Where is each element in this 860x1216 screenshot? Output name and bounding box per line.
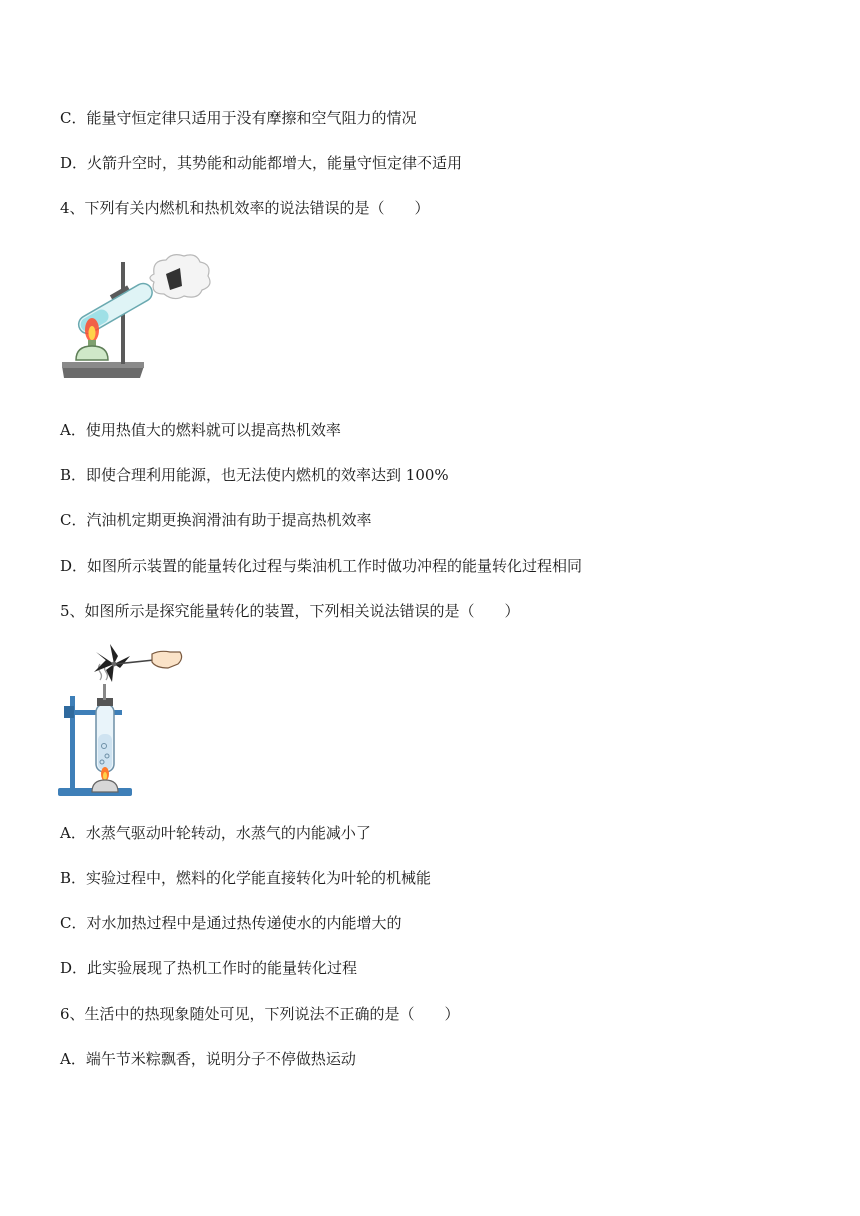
option-c-q4: C．汽油机定期更换润滑油有助于提高热机效率 — [60, 511, 372, 529]
option-d-q3: D．火箭升空时，其势能和动能都增大，能量守恒定律不适用 — [60, 154, 463, 172]
option-a-q4: A．使用热值大的燃料就可以提高热机效率 — [60, 421, 341, 439]
option-a-q6: A．端午节米粽飘香，说明分子不停做热运动 — [60, 1050, 356, 1068]
question-4: 4、下列有关内燃机和热机效率的说法错误的是（ ） — [60, 199, 430, 217]
option-b-q5: B．实验过程中，燃料的化学能直接转化为叶轮的机械能 — [60, 869, 432, 887]
question-6: 6、生活中的热现象随处可见，下列说法不正确的是（ ） — [60, 1005, 460, 1023]
option-c-q3: C．能量守恒定律只适用于没有摩擦和空气阻力的情况 — [60, 109, 417, 127]
option-d-q4: D．如图所示装置的能量转化过程与柴油机工作时做功冲程的能量转化过程相同 — [60, 557, 583, 575]
steam-pinwheel-figure — [56, 644, 186, 800]
option-d-q5: D．此实验展现了热机工作时的能量转化过程 — [60, 959, 358, 977]
test-tube-cork-figure — [58, 252, 214, 384]
option-a-q5: A．水蒸气驱动叶轮转动，水蒸气的内能减小了 — [60, 824, 371, 842]
option-b-q4: B．即使合理利用能源，也无法使内燃机的效率达到 100% — [60, 466, 449, 484]
question-5: 5、如图所示是探究能量转化的装置，下列相关说法错误的是（ ） — [60, 602, 520, 620]
option-c-q5: C．对水加热过程中是通过热传递使水的内能增大的 — [60, 914, 402, 932]
